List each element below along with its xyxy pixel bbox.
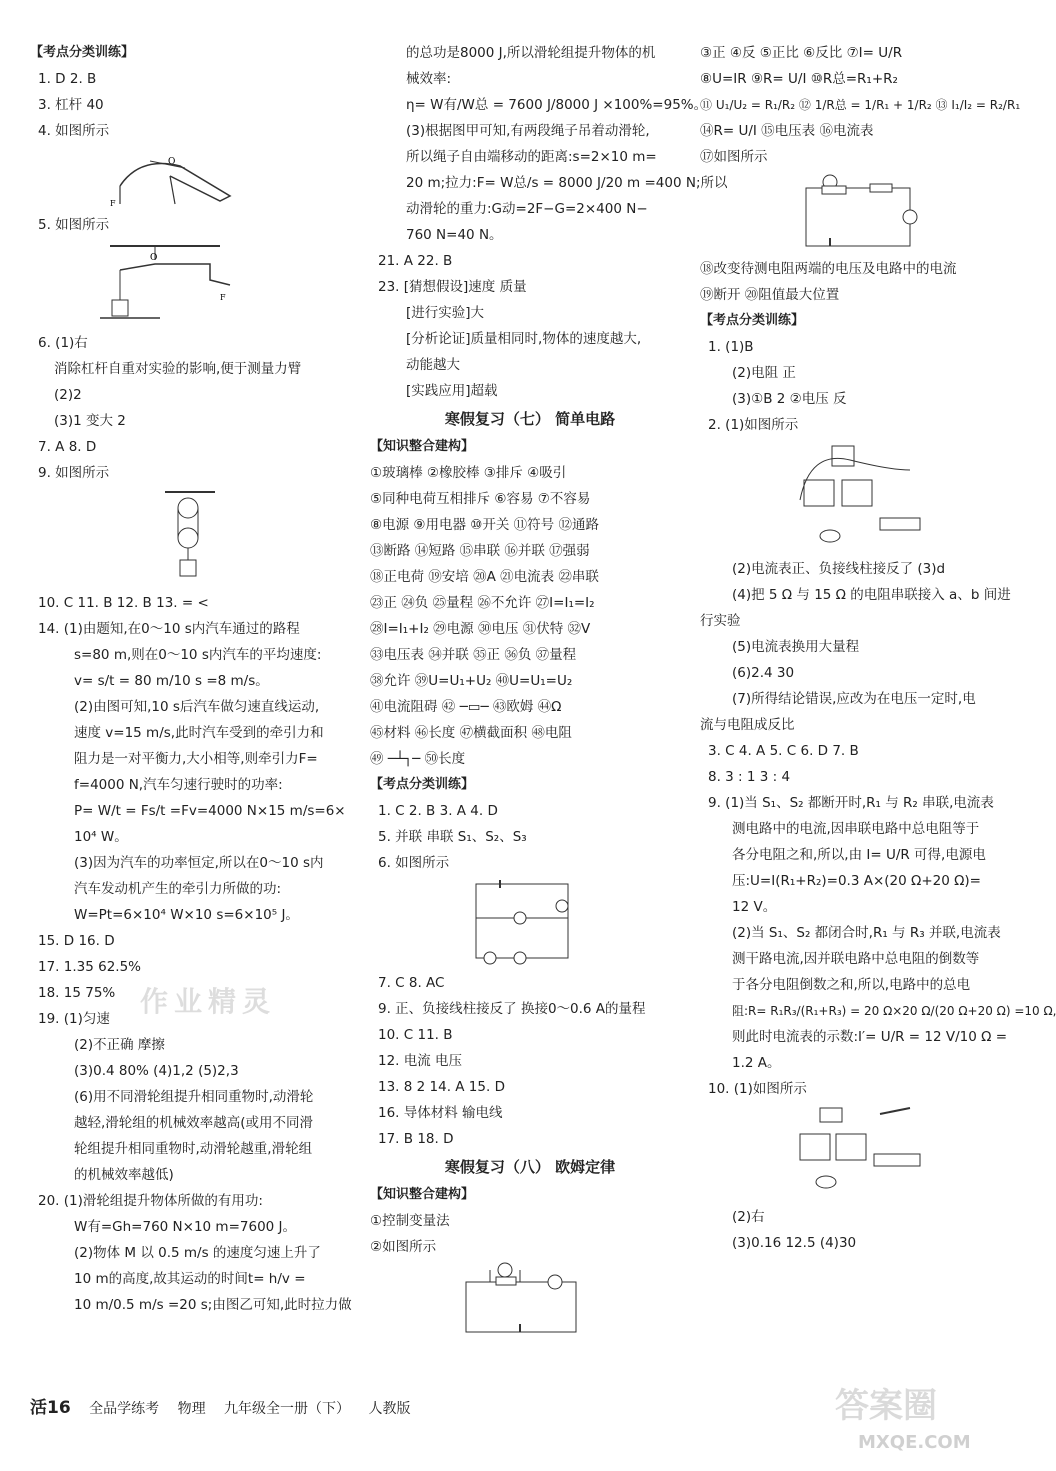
knowledge-line: ㊺材料 ㊻长度 ㊼横截面积 ㊽电阻 [370, 725, 572, 741]
section-title: 【知识整合建构】 [370, 439, 475, 454]
knowledge-line: ②如图所示 [370, 1239, 437, 1255]
answer-line: 所以绳子自由端移动的距离:s=2×10 m= [406, 149, 657, 165]
answer-line: 各分电阻之和,所以,由 I= U/R 可得,电源电 [732, 847, 986, 863]
answer-line: 5. 如图所示 [38, 217, 110, 233]
answer-line: 17. 1.35 62.5% [38, 959, 141, 975]
answer-line: (4)把 5 Ω 与 15 Ω 的电阻串联接入 a、b 间进 [732, 587, 1011, 603]
answer-line: 6. (1)右 [38, 335, 88, 351]
answer-line: 5. 并联 串联 S₁、S₂、S₃ [378, 829, 527, 845]
answer-line: 消除杠杆自重对实验的影响,便于测量力臂 [54, 361, 302, 377]
answer-line: (2)物体 M 以 0.5 m/s 的速度匀速上升了 [74, 1245, 321, 1261]
pulley-diagram [160, 488, 360, 586]
watermark-text: 作业精灵 [140, 985, 277, 1018]
answer-line: 20 m;拉力:F= W总/s = 8000 J/20 m =400 N;所以 [406, 175, 728, 191]
answer-line: 于各分电阻倒数之和,所以,电路中的总电 [732, 977, 971, 993]
answer-line: 测电路中的电流,因串联电路中总电阻等于 [732, 821, 980, 837]
answer-line: 1. (1)B [708, 339, 754, 355]
column-right [700, 40, 1056, 1256]
knowledge-line: ㊶电流阻碍 ㊷ ─▭─ ㊸欧姆 ㊹Ω [370, 699, 562, 715]
knowledge-line: ㉓正 ㉔负 ㉕量程 ㉖不允许 ㉗I=I₁=I₂ [370, 595, 595, 611]
svg-text:F: F [110, 199, 116, 208]
answer-line: 1.2 A。 [732, 1055, 781, 1071]
chapter-heading: 寒假复习（八） 欧姆定律 [444, 1158, 616, 1176]
answer-line: 23. [猜想假设]速度 质量 [378, 279, 527, 295]
knowledge-line: ㊾ ─┴┐─ ㊿长度 [370, 751, 466, 767]
svg-text:F: F [220, 293, 226, 302]
knowledge-line: ①控制变量法 [370, 1213, 450, 1229]
answer-line: W有=Gh=760 N×10 m=7600 J。 [74, 1219, 297, 1235]
answer-line: 的机械效率越低) [74, 1167, 174, 1183]
answer-line: (2)由图可知,10 s后汽车做匀速直线运动, [74, 699, 320, 715]
answer-line: 9. (1)当 S₁、S₂ 都断开时,R₁ 与 R₂ 串联,电流表 [708, 795, 994, 811]
answer-line: 9. 正、负接线柱接反了 换接0～0.6 A的量程 [378, 1001, 646, 1017]
answer-line: 速度 v=15 m/s,此时汽车受到的牵引力和 [74, 725, 324, 741]
answer-line: 19. (1)匀速 [38, 1011, 110, 1027]
knowledge-line: ⑧电源 ⑨用电器 ⑩开关 ⑪符号 ⑫通路 [370, 517, 599, 533]
answer-line: 13. 8 2 14. A 15. D [378, 1079, 505, 1095]
lever-diagram-1 [70, 146, 360, 208]
answer-line: 10 m的高度,故其运动的时间t= h/v = [74, 1271, 306, 1287]
answer-line: 行实验 [700, 613, 741, 629]
knowledge-line: ⑱正电荷 ⑲安培 ⑳A ㉑电流表 ㉒串联 [370, 569, 599, 585]
answer-line: 7. C 8. AC [378, 975, 445, 991]
grade-label: 九年级全一册（下） [224, 1401, 351, 1417]
answer-line: 的总功是8000 J,所以滑轮组提升物体的机 [406, 45, 656, 61]
knowledge-line: ⑪ U₁/U₂ = R₁/R₂ ⑫ 1/R总 = 1/R₁ + 1/R₂ ⑬ I₁/I₂ = R₂/R₁ [700, 98, 1021, 112]
answer-line: (2)右 [732, 1209, 765, 1225]
watermark-logo: 答案圈 [835, 1386, 937, 1426]
answer-line: 8. 3 : 1 3 : 4 [708, 769, 791, 785]
answer-line: 轮组提升相同重物时,动滑轮越重,滑轮组 [74, 1141, 313, 1157]
answer-line: 10. (1)如图所示 [708, 1081, 807, 1097]
answer-line: 则此时电流表的示数:I′= U/R = 12 V/10 Ω = [732, 1029, 1008, 1045]
answer-line: 测干路电流,因并联电路中总电阻的倒数等 [732, 951, 980, 967]
answer-line: 动滑轮的重力:G动=2F−G=2×400 N− [406, 201, 648, 217]
answer-line: [进行实验]大 [406, 305, 485, 321]
answer-line: 1. C 2. B 3. A 4. D [378, 803, 498, 819]
ohm-circuit-diagram [460, 1262, 690, 1338]
answer-line: 9. 如图所示 [38, 465, 110, 481]
answer-line: (6)2.4 30 [732, 665, 795, 681]
knowledge-line: ㉝电压表 ㉞并联 ㉟正 ㊱负 ㊲量程 [370, 647, 577, 663]
column-left [30, 40, 360, 1318]
answer-line: [分析论证]质量相同时,物体的速度越大, [406, 331, 642, 347]
answer-line: 15. D 16. D [38, 933, 115, 949]
answer-line: (2)电流表正、负接线柱接反了 (3)d [732, 561, 946, 577]
answer-line: 4. 如图所示 [38, 123, 110, 139]
answer-line: (3)0.16 12.5 (4)30 [732, 1235, 857, 1251]
answer-line: 汽车发动机产生的牵引力所做的功: [74, 881, 282, 897]
answer-line: (2)2 [54, 387, 82, 403]
knowledge-line: ③正 ④反 ⑤正比 ⑥反比 ⑦I= U/R [700, 45, 903, 61]
watermark-url: MXQE.COM [858, 1432, 971, 1453]
answer-line: 12 V。 [732, 899, 777, 915]
answer-line: v= s/t = 80 m/10 s =8 m/s。 [74, 673, 269, 689]
answer-line: 16. 导体材料 输电线 [378, 1105, 503, 1121]
answer-line: 械效率: [406, 71, 452, 87]
answer-line: 760 N=40 N。 [406, 227, 503, 243]
answer-line: 2. (1)如图所示 [708, 417, 799, 433]
knowledge-line: ⑰如图所示 [700, 149, 768, 165]
page-footer [30, 1393, 424, 1418]
answer-line: (2)电阻 正 [732, 365, 796, 381]
answer-line: (3)因为汽车的功率恒定,所以在0～10 s内 [74, 855, 324, 871]
knowledge-line: ⑬断路 ⑭短路 ⑮串联 ⑯并联 ⑰强弱 [370, 543, 590, 559]
answer-line: (7)所得结论错误,应改为在电压一定时,电 [732, 691, 976, 707]
answer-line: 20. (1)滑轮组提升物体所做的有用功: [38, 1193, 263, 1209]
knowledge-line: ㊳允许 ㊴U=U₁+U₂ ㊵U=U₁=U₂ [370, 673, 573, 689]
answer-line: (3)根据图甲可知,有两段绳子吊着动滑轮, [406, 123, 650, 139]
answer-line: (3)1 变大 2 [54, 413, 126, 429]
column-middle [370, 40, 728, 1342]
knowledge-line: ①玻璃棒 ②橡胶棒 ③排斥 ④吸引 [370, 465, 567, 481]
answer-line: (5)电流表换用大量程 [732, 639, 860, 655]
answer-line: 10. C 11. B 12. B 13. = < [38, 595, 209, 611]
section-title: 【考点分类训练】 [700, 313, 805, 328]
answer-line: (2)当 S₁、S₂ 都闭合时,R₁ 与 R₃ 并联,电流表 [732, 925, 1001, 941]
answer-line: 18. 15 75% [38, 985, 116, 1001]
answer-line: 10⁴ W。 [74, 829, 128, 845]
answer-line: 3. C 4. A 5. C 6. D 7. B [708, 743, 859, 759]
answer-line: 7. A 8. D [38, 439, 97, 455]
answer-line: (3)①B 2 ②电压 反 [732, 391, 847, 407]
edition-label: 人教版 [368, 1401, 411, 1417]
svg-text:O: O [150, 253, 158, 263]
section-title: 【考点分类训练】 [30, 45, 135, 60]
answer-line: 动能越大 [406, 357, 460, 373]
section-title: 【考点分类训练】 [370, 777, 475, 792]
experiment-apparatus-diagram-1 [790, 440, 1000, 552]
answer-line: 6. 如图所示 [378, 855, 450, 871]
knowledge-line: ⑧U=IR ⑨R= U/I ⑩R总=R₁+R₂ [700, 71, 898, 87]
knowledge-line: ㉘I=I₁+I₂ ㉙电源 ㉚电压 ㉛伏特 ㉜V [370, 621, 591, 637]
knowledge-line: ⑤同种电荷互相排斥 ⑥容易 ⑦不容易 [370, 491, 591, 507]
knowledge-line: ⑲断开 ⑳阻值最大位置 [700, 287, 840, 303]
answer-line: 越轻,滑轮组的机械效率越高(或用不同滑 [74, 1115, 314, 1131]
answer-line: 12. 电流 电压 [378, 1053, 463, 1069]
answer-line: 阻力是一对平衡力,大小相等,则牵引力F= [74, 751, 318, 767]
answer-line: (6)用不同滑轮组提升相同重物时,动滑轮 [74, 1089, 314, 1105]
answer-line: f=4000 N,汽车匀速行驶时的功率: [74, 777, 283, 793]
answer-line: 1. D 2. B [38, 71, 97, 87]
answer-line: 21. A 22. B [378, 253, 453, 269]
knowledge-line: ⑱改变待测电阻两端的电压及电路中的电流 [700, 261, 957, 277]
experiment-apparatus-diagram-2 [790, 1104, 1000, 1200]
page-brand: 活16 [30, 1398, 71, 1418]
answer-line: 17. B 18. D [378, 1131, 454, 1147]
answer-line: s=80 m,则在0～10 s内汽车的平均速度: [74, 647, 322, 663]
answer-line: (2)不正确 摩擦 [74, 1037, 165, 1053]
section-title: 【知识整合建构】 [370, 1187, 475, 1202]
answer-line: 10. C 11. B [378, 1027, 453, 1043]
answer-line: 10 m/0.5 m/s =20 s;由图乙可知,此时拉力做 [74, 1297, 352, 1313]
answer-line: (3)0.4 80% (4)1,2 (5)2,3 [74, 1063, 239, 1079]
answer-line: 14. (1)由题知,在0～10 s内汽车通过的路程 [38, 621, 300, 637]
subject-name: 物理 [177, 1401, 206, 1417]
answer-line: 阻:R= R₁R₃/(R₁+R₃) = 20 Ω×20 Ω/(20 Ω+20 Ω) =10 Ω, [732, 1004, 1056, 1018]
answer-line: η= W有/W总 = 7600 J/8000 J ×100%=95%。 [406, 97, 708, 113]
answer-line: 压:U=I(R₁+R₂)=0.3 A×(20 Ω+20 Ω)= [732, 873, 981, 889]
lever-diagram-2 [70, 240, 360, 326]
chapter-heading: 寒假复习（七） 简单电路 [444, 410, 616, 428]
answer-line: [实践应用]超载 [406, 383, 498, 399]
series-name: 全品学练考 [89, 1401, 160, 1417]
answer-line: 3. 杠杆 40 [38, 97, 104, 113]
answer-line: W=Pt=6×10⁴ W×10 s=6×10⁵ J。 [74, 907, 299, 923]
answer-line: P= W/t = Fs/t =Fv=4000 N×15 m/s=6× [74, 803, 346, 819]
answer-line: 流与电阻成反比 [700, 717, 795, 733]
parallel-circuit-diagram [470, 878, 690, 966]
measure-circuit-diagram [800, 172, 1000, 252]
knowledge-line: ⑭R= U/I ⑮电压表 ⑯电流表 [700, 123, 874, 139]
svg-text:O: O [168, 157, 176, 167]
